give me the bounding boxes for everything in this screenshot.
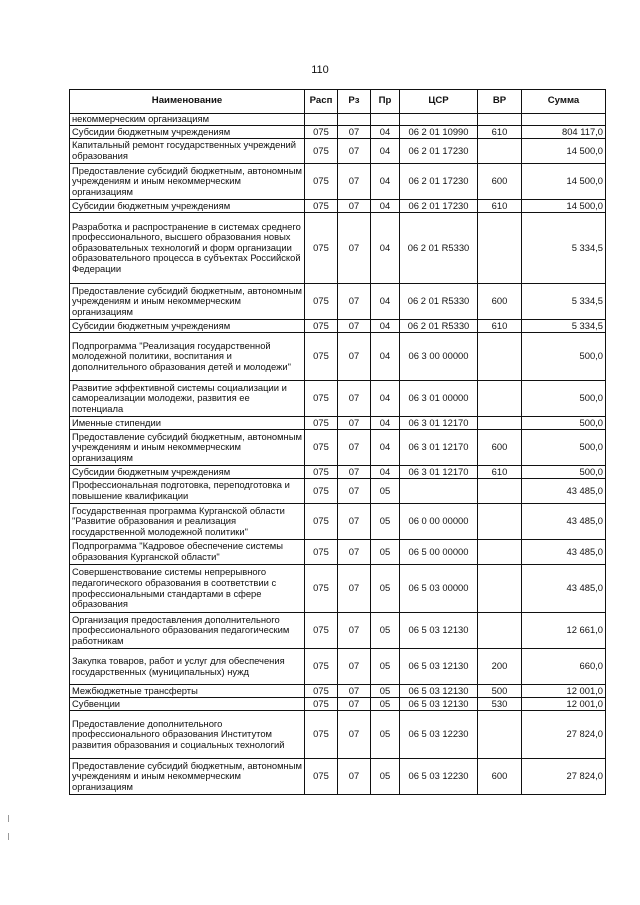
cell-rz: 07	[338, 320, 371, 333]
cell-name: Подпрограмма "Кадровое обеспечение системы образования Курганской области"	[70, 540, 305, 565]
cell-csr: 06 2 01 R5330	[400, 284, 478, 320]
cell-sum: 12 661,0	[522, 613, 606, 649]
cell-csr: 06 2 01 17230	[400, 164, 478, 200]
cell-name: Субсидии бюджетным учреждениям	[70, 320, 305, 333]
cell-csr: 06 3 00 00000	[400, 333, 478, 381]
cell-vr	[478, 711, 522, 759]
table-row	[70, 284, 606, 320]
cell-name: Межбюджетные трансферты	[70, 685, 305, 698]
cell-csr: 06 2 01 17230	[400, 139, 478, 164]
cell-sum: 14 500,0	[522, 139, 606, 164]
cell-rasp: 075	[305, 333, 338, 381]
cell-csr: 06 2 01 17230	[400, 200, 478, 213]
cell-csr: 06 2 01 R5330	[400, 320, 478, 333]
cell-rz: 07	[338, 565, 371, 613]
cell-rasp: 075	[305, 381, 338, 417]
cell-pr: 05	[371, 565, 400, 613]
header-pr: Пр	[371, 90, 400, 114]
cell-rasp: 075	[305, 430, 338, 466]
cell-sum: 500,0	[522, 417, 606, 430]
cell-vr	[478, 139, 522, 164]
table-row	[70, 164, 606, 200]
cell-rasp: 075	[305, 759, 338, 795]
cell-rasp: 075	[305, 504, 338, 540]
cell-pr: 05	[371, 698, 400, 711]
cell-csr: 06 5 03 12130	[400, 698, 478, 711]
table-row	[70, 200, 606, 213]
cell-sum: 43 485,0	[522, 540, 606, 565]
cell-pr: 05	[371, 759, 400, 795]
table-row	[70, 698, 606, 711]
cell-vr: 610	[478, 200, 522, 213]
cell-rasp: 075	[305, 540, 338, 565]
cell-pr: 04	[371, 126, 400, 139]
cell-rz: 07	[338, 540, 371, 565]
cell-name: Предоставление субсидий бюджетным, автономным учреждениям и иным некоммерческим организациям	[70, 284, 305, 320]
cell-sum: 500,0	[522, 466, 606, 479]
cell-csr: 06 5 03 12230	[400, 759, 478, 795]
page-number: 110	[311, 64, 329, 76]
table-row	[70, 333, 606, 381]
cell-sum: 27 824,0	[522, 759, 606, 795]
cell-pr: 04	[371, 466, 400, 479]
cell-csr: 06 3 01 12170	[400, 417, 478, 430]
cell-rasp: 075	[305, 320, 338, 333]
cell-name: Предоставление субсидий бюджетным, автономным учреждениям и иным некоммерческим организациям	[70, 164, 305, 200]
cell-sum: 660,0	[522, 649, 606, 685]
cell-name: Предоставление дополнительного профессионального образования Институтом развития образования и социальных технологий	[70, 711, 305, 759]
cell-sum: 14 500,0	[522, 200, 606, 213]
cell-sum: 5 334,5	[522, 320, 606, 333]
cell-vr: 600	[478, 430, 522, 466]
cell-name: Профессиональная подготовка, переподготовка и повышение квалификации	[70, 479, 305, 504]
cell-pr: 05	[371, 685, 400, 698]
cell-csr: 06 0 00 00000	[400, 504, 478, 540]
cell-vr	[478, 613, 522, 649]
cell-rz: 07	[338, 126, 371, 139]
cell-pr: 05	[371, 711, 400, 759]
cell-rz: 07	[338, 649, 371, 685]
cell-vr: 600	[478, 164, 522, 200]
cell-sum: 804 117,0	[522, 126, 606, 139]
cell-rz: 07	[338, 479, 371, 504]
cell-csr: 06 5 03 12230	[400, 711, 478, 759]
cell-csr: 06 2 01 10990	[400, 126, 478, 139]
cell-sum: 43 485,0	[522, 479, 606, 504]
cell-rasp: 075	[305, 164, 338, 200]
cell-name: Совершенствование системы непрерывного педагогического образования в соответствии с профессиональными стандартами в сфере образования	[70, 565, 305, 613]
header-sum: Сумма	[522, 90, 606, 114]
cell-name: Предоставление субсидий бюджетным, автономным учреждениям и иным некоммерческим организациям	[70, 430, 305, 466]
cell-csr: 06 3 01 00000	[400, 381, 478, 417]
cell-csr: 06 3 01 12170	[400, 466, 478, 479]
cell-sum: 500,0	[522, 381, 606, 417]
table-row	[70, 479, 606, 504]
cell-rz: 07	[338, 139, 371, 164]
scan-edge-mark	[8, 833, 9, 840]
table-row	[70, 649, 606, 685]
cell-name: Предоставление субсидий бюджетным, автономным учреждениям и иным некоммерческим организациям	[70, 759, 305, 795]
cell-rz: 07	[338, 711, 371, 759]
cell-vr	[478, 213, 522, 284]
table-row	[70, 565, 606, 613]
cell-sum	[522, 114, 606, 126]
cell-vr	[478, 417, 522, 430]
cell-vr	[478, 504, 522, 540]
table-body	[70, 114, 606, 795]
cell-vr: 200	[478, 649, 522, 685]
cell-sum: 27 824,0	[522, 711, 606, 759]
table-row	[70, 320, 606, 333]
scan-edge-mark	[8, 815, 9, 822]
cell-vr: 610	[478, 126, 522, 139]
table-row	[70, 759, 606, 795]
cell-name: Субсидии бюджетным учреждениям	[70, 126, 305, 139]
cell-rasp: 075	[305, 284, 338, 320]
cell-name: некоммерческим организациям	[70, 114, 305, 126]
cell-rz: 07	[338, 213, 371, 284]
cell-name: Разработка и распространение в системах среднего профессионального, высшего образования новых образовательных технологий и форм организации образовательного процесса в субъектах Российской Федерации	[70, 213, 305, 284]
cell-csr	[400, 479, 478, 504]
cell-csr: 06 5 00 00000	[400, 540, 478, 565]
cell-rasp: 075	[305, 711, 338, 759]
cell-vr	[478, 565, 522, 613]
table-row	[70, 381, 606, 417]
table-row	[70, 466, 606, 479]
cell-name: Именные стипендии	[70, 417, 305, 430]
cell-vr: 610	[478, 466, 522, 479]
cell-rasp: 075	[305, 213, 338, 284]
cell-name: Организация предоставления дополнительного профессионального образования педагогическим работникам	[70, 613, 305, 649]
cell-name: Субсидии бюджетным учреждениям	[70, 466, 305, 479]
cell-sum: 14 500,0	[522, 164, 606, 200]
cell-sum: 500,0	[522, 430, 606, 466]
cell-csr: 06 2 01 R5330	[400, 213, 478, 284]
cell-name: Государственная программа Курганской области "Развитие образования и реализация государственной молодежной политики"	[70, 504, 305, 540]
cell-rz: 07	[338, 417, 371, 430]
cell-sum: 43 485,0	[522, 504, 606, 540]
table-row	[70, 139, 606, 164]
header-rz: Рз	[338, 90, 371, 114]
cell-rz	[338, 114, 371, 126]
table-row	[70, 540, 606, 565]
cell-sum: 500,0	[522, 333, 606, 381]
cell-csr: 06 5 03 12130	[400, 685, 478, 698]
cell-rasp: 075	[305, 479, 338, 504]
cell-sum: 12 001,0	[522, 698, 606, 711]
cell-rasp	[305, 114, 338, 126]
table-row	[70, 417, 606, 430]
cell-rz: 07	[338, 284, 371, 320]
cell-rasp: 075	[305, 685, 338, 698]
cell-pr	[371, 114, 400, 126]
cell-rz: 07	[338, 333, 371, 381]
cell-pr: 05	[371, 613, 400, 649]
table-row	[70, 504, 606, 540]
table-row	[70, 430, 606, 466]
cell-pr: 04	[371, 139, 400, 164]
cell-rz: 07	[338, 504, 371, 540]
cell-rasp: 075	[305, 126, 338, 139]
cell-sum: 5 334,5	[522, 284, 606, 320]
cell-pr: 04	[371, 164, 400, 200]
cell-rasp: 075	[305, 565, 338, 613]
cell-rasp: 075	[305, 466, 338, 479]
cell-name: Субвенции	[70, 698, 305, 711]
table-row	[70, 213, 606, 284]
cell-csr	[400, 114, 478, 126]
cell-csr: 06 5 03 12130	[400, 613, 478, 649]
header-name: Наименование	[70, 90, 305, 114]
cell-vr	[478, 479, 522, 504]
cell-rz: 07	[338, 685, 371, 698]
cell-sum: 12 001,0	[522, 685, 606, 698]
cell-vr	[478, 333, 522, 381]
table-row	[70, 685, 606, 698]
cell-rasp: 075	[305, 698, 338, 711]
cell-rasp: 075	[305, 417, 338, 430]
cell-rz: 07	[338, 613, 371, 649]
cell-rasp: 075	[305, 613, 338, 649]
cell-rz: 07	[338, 200, 371, 213]
cell-rz: 07	[338, 698, 371, 711]
budget-table	[69, 89, 606, 795]
cell-pr: 05	[371, 649, 400, 685]
cell-name: Закупка товаров, работ и услуг для обеспечения государственных (муниципальных) нужд	[70, 649, 305, 685]
cell-pr: 04	[371, 284, 400, 320]
cell-csr: 06 5 03 12130	[400, 649, 478, 685]
cell-pr: 04	[371, 430, 400, 466]
table-header-row	[70, 90, 606, 114]
cell-vr: 600	[478, 759, 522, 795]
cell-pr: 04	[371, 320, 400, 333]
table-row	[70, 613, 606, 649]
table-row	[70, 114, 606, 126]
cell-rasp: 075	[305, 139, 338, 164]
cell-name: Подпрограмма "Реализация государственной молодежной политики, воспитания и дополнительного образования детей и молодежи"	[70, 333, 305, 381]
cell-pr: 05	[371, 540, 400, 565]
cell-vr: 500	[478, 685, 522, 698]
header-csr: ЦСР	[400, 90, 478, 114]
cell-csr: 06 5 03 00000	[400, 565, 478, 613]
cell-name: Субсидии бюджетным учреждениям	[70, 200, 305, 213]
header-vr: ВР	[478, 90, 522, 114]
cell-rz: 07	[338, 164, 371, 200]
cell-pr: 04	[371, 381, 400, 417]
cell-rz: 07	[338, 466, 371, 479]
cell-sum: 5 334,5	[522, 213, 606, 284]
cell-vr: 610	[478, 320, 522, 333]
cell-vr	[478, 540, 522, 565]
cell-vr	[478, 381, 522, 417]
cell-pr: 04	[371, 417, 400, 430]
cell-rz: 07	[338, 759, 371, 795]
table-row	[70, 126, 606, 139]
cell-rz: 07	[338, 381, 371, 417]
cell-pr: 04	[371, 200, 400, 213]
cell-pr: 05	[371, 479, 400, 504]
cell-name: Капитальный ремонт государственных учреждений образования	[70, 139, 305, 164]
cell-name: Развитие эффективной системы социализации и самореализации молодежи, развития ее потенциала	[70, 381, 305, 417]
cell-rasp: 075	[305, 200, 338, 213]
cell-sum: 43 485,0	[522, 565, 606, 613]
table-row	[70, 711, 606, 759]
cell-vr	[478, 114, 522, 126]
cell-pr: 04	[371, 213, 400, 284]
cell-rasp: 075	[305, 649, 338, 685]
header-rasp: Расп	[305, 90, 338, 114]
cell-vr: 600	[478, 284, 522, 320]
cell-vr: 530	[478, 698, 522, 711]
cell-csr: 06 3 01 12170	[400, 430, 478, 466]
cell-rz: 07	[338, 430, 371, 466]
cell-pr: 05	[371, 504, 400, 540]
cell-pr: 04	[371, 333, 400, 381]
